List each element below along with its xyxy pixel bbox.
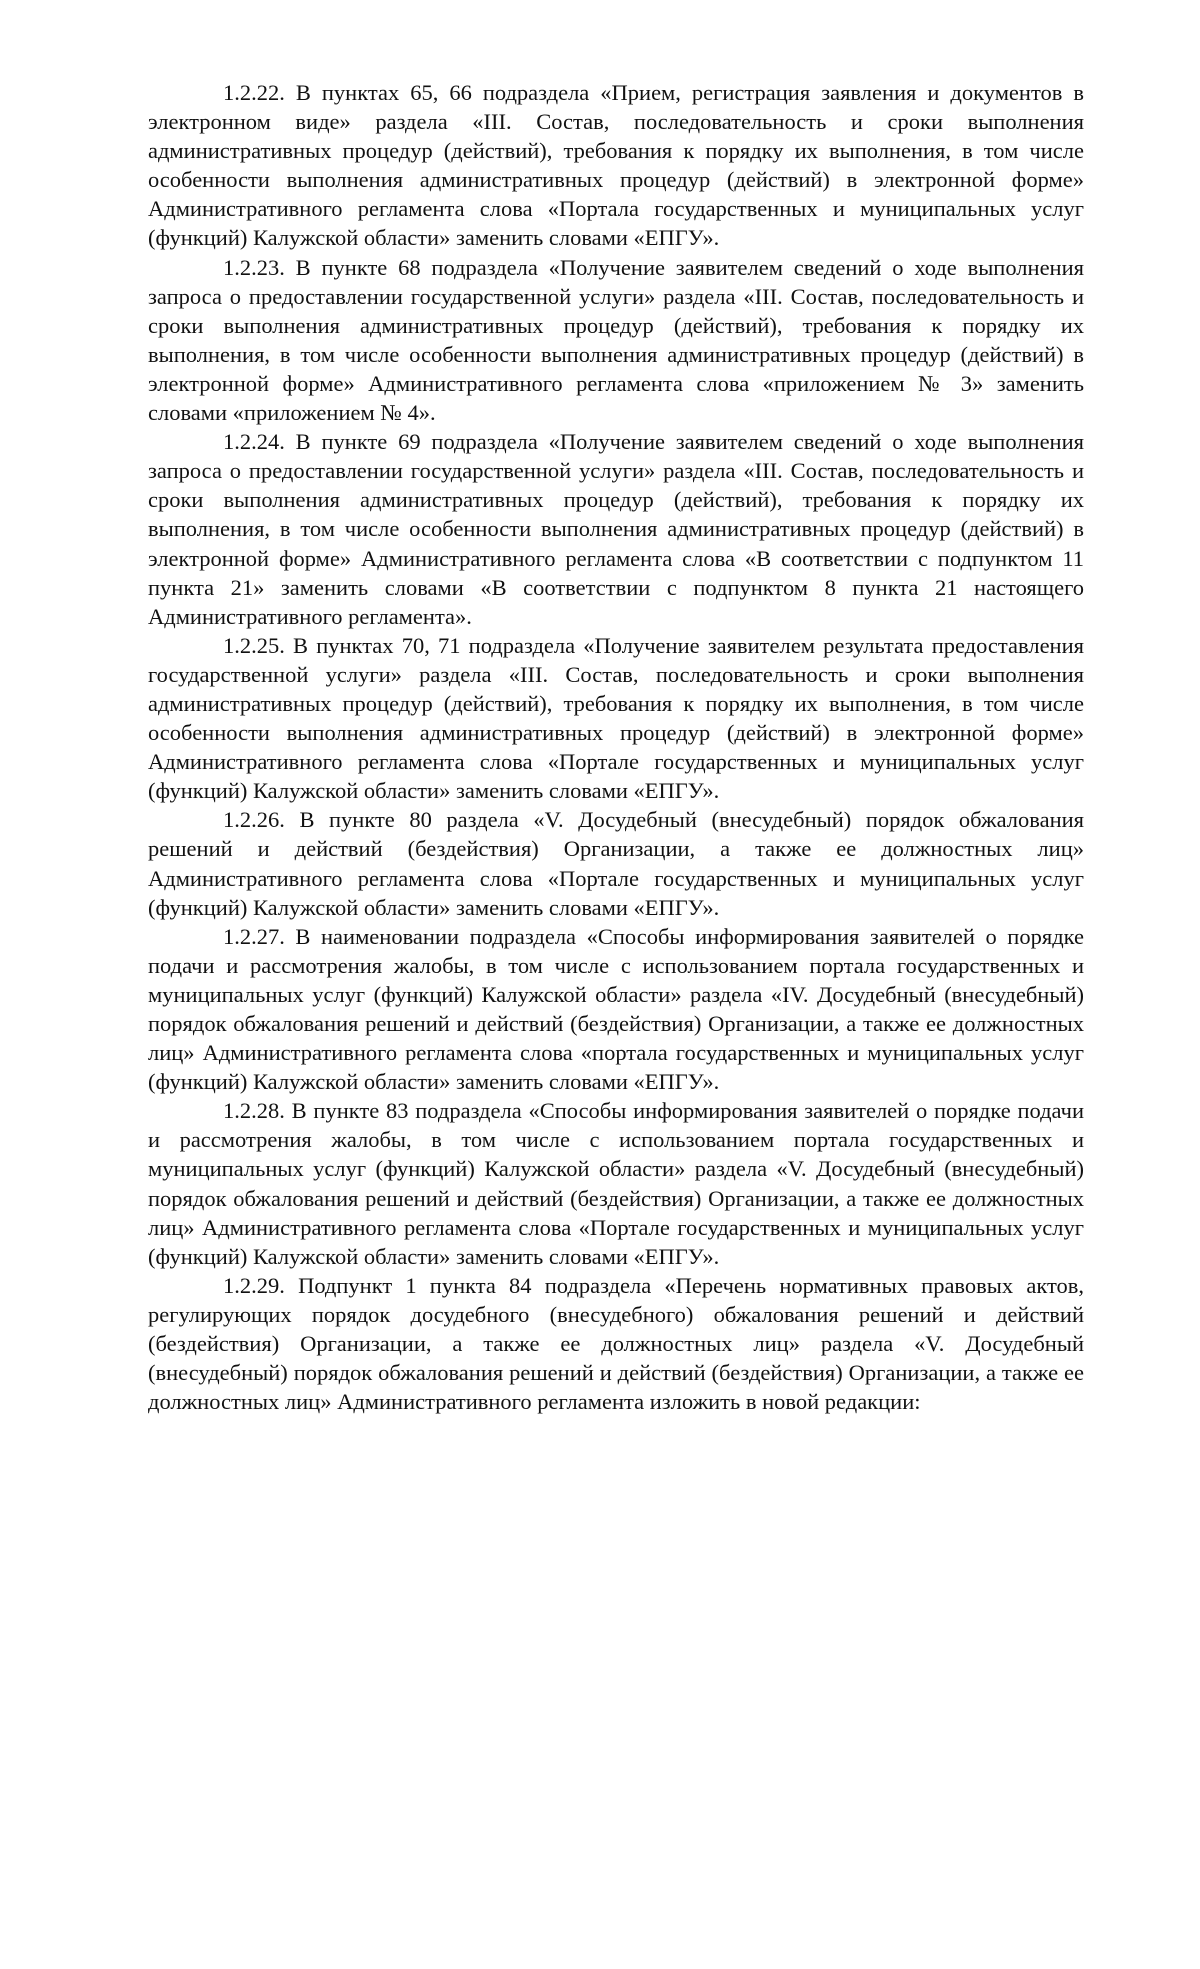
paragraph-1-2-29: 1.2.29. Подпункт 1 пункта 84 подраздела «Перечень нормативных правовых актов, регулирующих порядок досудебного (внесудебного) обжалования решений и действий (бездействия) Организации, а также ее должностных лиц» раздела «V. Досудебный (внесудебный) порядок обжалования решений и действий (бездействия) Организации, а также ее должностных лиц» Административного регламента изложить в новой редакции:: [148, 1272, 1084, 1415]
document-page: [148, 78, 1084, 1416]
paragraph-1-2-22: 1.2.22. В пунктах 65, 66 подраздела «Прием, регистрация заявления и документов в электронном виде» раздела «III. Состав, последовательность и сроки выполнения административных процедур (действий), требования к порядку их выполнения, в том числе особенности выполнения административных процедур (действий) в электронной форме» Административного регламента слова «Портала государственных и муниципальных услуг (функций) Калужской области» заменить словами «ЕПГУ».: [148, 80, 1084, 251]
paragraph-1-2-28: 1.2.28. В пункте 83 подраздела «Способы информирования заявителей о порядке подачи и рассмотрения жалобы, в том числе с использованием портала государственных и муниципальных услуг (функций) Калужской области» раздела «V. Досудебный (внесудебный) порядок обжалования решений и действий (бездействия) Организации, а также ее должностных лиц» Административного регламента слова «Портале государственных и муниципальных услуг (функций) Калужской области» заменить словами «ЕПГУ».: [148, 1098, 1084, 1269]
paragraph-1-2-26: 1.2.26. В пункте 80 раздела «V. Досудебный (внесудебный) порядок обжалования решений и действий (бездействия) Организации, а также ее должностных лиц» Административного регламента слова «Портале государственных и муниципальных услуг (функций) Калужской области» заменить словами «ЕПГУ».: [148, 807, 1084, 920]
paragraph-1-2-25: 1.2.25. В пунктах 70, 71 подраздела «Получение заявителем результата предоставления государственной услуги» раздела «III. Состав, последовательность и сроки выполнения административных процедур (действий), требования к порядку их выполнения, в том числе особенности выполнения административных процедур (действий) в электронной форме» Административного регламента слова «Портале государственных и муниципальных услуг (функций) Калужской области» заменить словами «ЕПГУ».: [148, 632, 1084, 804]
paragraph-1-2-23: 1.2.23. В пункте 68 подраздела «Получение заявителем сведений о ходе выполнения запроса о предоставлении государственной услуги» раздела «III. Состав, последовательность и сроки выполнения административных процедур (действий), требования к порядку их выполнения, в том числе особенности выполнения административных процедур (действий) в электронной форме» Административного регламента слова «приложением № 3» заменить словами «приложением № 4».: [148, 254, 1084, 426]
paragraph-1-2-24: 1.2.24. В пункте 69 подраздела «Получение заявителем сведений о ходе выполнения запроса о предоставлении государственной услуги» раздела «III. Состав, последовательность и сроки выполнения административных процедур (действий), требования к порядку их выполнения, в том числе особенности выполнения административных процедур (действий) в электронной форме» Административного регламента слова «В соответствии с подпунктом 11 пункта 21» заменить словами «В соответствии с подпунктом 8 пункта 21 настоящего Административного регламента».: [148, 429, 1084, 629]
paragraph-1-2-27: 1.2.27. В наименовании подраздела «Способы информирования заявителей о порядке подачи и рассмотрения жалобы, в том числе с использованием портала государственных и муниципальных услуг (функций) Калужской области» раздела «IV. Досудебный (внесудебный) порядок обжалования решений и действий (бездействия) Организации, а также ее должностных лиц» Административного регламента слова «портала государственных и муниципальных услуг (функций) Калужской области» заменить словами «ЕПГУ».: [148, 923, 1084, 1095]
